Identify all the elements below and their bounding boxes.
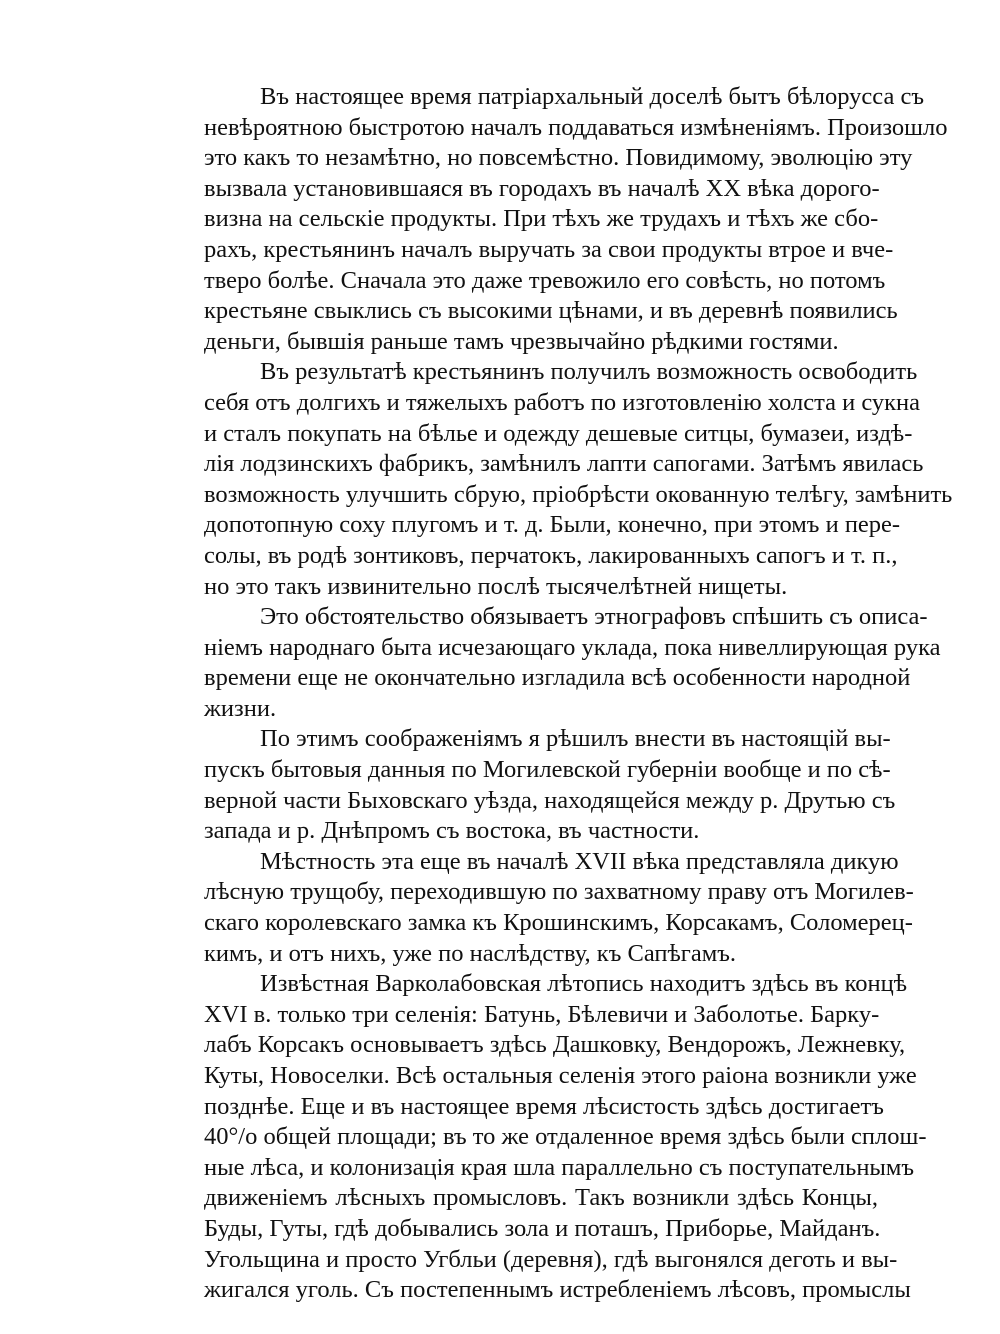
text-line: верной части Быховскаго уѣзда, находящейся между р. Друтью съ	[204, 786, 896, 814]
text-line: позднѣе. Еще и въ настоящее время лѣсистость здѣсь достигаетъ	[204, 1092, 884, 1120]
text-line: лія лодзинскихъ фабрикъ, замѣнилъ лапти сапогами. Затѣмъ явилась	[204, 450, 924, 478]
text-line: движеніемъ лѣсныхъ промысловъ. Такъ возникли здѣсь Концы,	[204, 1184, 878, 1212]
text-line: и сталъ покупать на бѣлье и одежду дешевые ситцы, бумазеи, издѣ-	[204, 419, 913, 447]
text-line: ніемъ народнаго быта исчезающаго уклада, пока нивеллирующая рука	[204, 633, 941, 661]
text-line: это какъ то незамѣтно, но повсемѣстно. Повидимому, эволюцію эту	[204, 144, 913, 172]
text-line: визна на сельскіе продукты. При тѣхъ же трудахъ и тѣхъ же сбо-	[204, 205, 879, 233]
text-line: Въ результатѣ крестьянинъ получилъ возможность освободить	[260, 358, 918, 386]
text-line: жигался уголь. Съ постепеннымъ истребленіемъ лѣсовъ, промыслы	[204, 1276, 911, 1304]
text-line: крестьяне свыклись съ высокими цѣнами, и въ деревнѣ появились	[204, 297, 898, 325]
paragraph-3	[148, 602, 941, 724]
text-line: жизни.	[204, 694, 277, 722]
text-line: солы, въ родѣ зонтиковъ, перчатокъ, лакированныхъ сапогъ и т. п.,	[204, 541, 898, 569]
text-line: Буды, Гуты, гдѣ добывались зола и поташъ, Приборье, Майданъ.	[204, 1214, 881, 1242]
paragraph-1	[148, 82, 948, 357]
text-line: вызвала установившаяся въ городахъ въ началѣ XX вѣка дорого-	[204, 174, 880, 202]
text-line: возможность улучшить сбрую, пріобрѣсти окованную телѣгу, замѣнить	[204, 480, 953, 508]
text-line: Куты, Новоселки. Всѣ остальныя селенія этого раіона возникли уже	[204, 1062, 917, 1089]
text-line: кимъ, и отъ нихъ, уже по наслѣдству, къ Сапѣгамъ.	[204, 939, 737, 967]
text-line: По этимъ соображеніямъ я рѣшилъ внести въ настоящій вы-	[260, 725, 891, 753]
text-line: невѣроятною быстротою началъ поддаваться измѣненіямъ. Произошло	[204, 113, 948, 141]
text-line: Это обстоятельство обязываетъ этнографовъ спѣшить съ описа-	[260, 603, 928, 631]
text-line: Угольщина и просто Угбльи (деревня), гдѣ выгонялся деготь и вы-	[204, 1245, 898, 1273]
text-line: лѣсную трущобу, переходившую по захватному праву отъ Могилев-	[204, 878, 914, 906]
text-line: скаго королевскаго замка къ Крошинскимъ, Корсакамъ, Соломерец-	[204, 909, 913, 937]
text-line: но это такъ извинительно послѣ тысячелѣтней нищеты.	[204, 572, 788, 600]
text-line: Мѣстность эта еще въ началѣ XVII вѣка представляла дикую	[260, 847, 899, 875]
paragraph-4	[148, 724, 896, 846]
text-line: себя отъ долгихъ и тяжелыхъ работъ по изготовленію холста и сукна	[204, 388, 921, 416]
text-line: запада и р. Днѣпромъ съ востока, въ частности.	[204, 817, 700, 845]
text-line: допотопную соху плугомъ и т. д. Были, конечно, при этомъ и пере-	[204, 511, 901, 539]
text-line: деньги, бывшія раньше тамъ чрезвычайно рѣдкими гостями.	[204, 327, 839, 355]
paragraph-6	[148, 969, 927, 1306]
text-line: Извѣстная Варколабовская лѣтопись находитъ здѣсь въ концѣ	[260, 970, 908, 998]
text-line: 40°/о общей площади; въ то же отдаленное время здѣсь были сплош-	[204, 1123, 927, 1151]
text-line: ные лѣса, и колонизація края шла параллельно съ поступательнымъ	[204, 1153, 915, 1181]
paragraph-5	[148, 847, 914, 969]
text-line: рахъ, крестьянинъ началъ выручать за свои продукты втрое и вче-	[204, 235, 894, 263]
text-line: тверо болѣе. Сначала это даже тревожило его совѣсть, но потомъ	[204, 266, 886, 294]
text-line: лабъ Корсакъ основываетъ здѣсь Дашковку, Вендорожъ, Лежневку,	[204, 1031, 906, 1059]
paragraph-2	[148, 357, 953, 602]
text-line: Въ настоящее время патріархальный доселѣ бытъ бѣлорусса съ	[260, 83, 924, 110]
text-line: пускъ бытовыя данныя по Могилевской губерніи вообще и по сѣ-	[204, 756, 891, 784]
text-line: времени еще не окончательно изгладила всѣ особенности народной	[204, 664, 911, 692]
text-line: XVI в. только три селенія: Батунь, Бѣлевичи и Заболотье. Барку-	[204, 1000, 880, 1028]
document-page	[148, 82, 953, 1306]
